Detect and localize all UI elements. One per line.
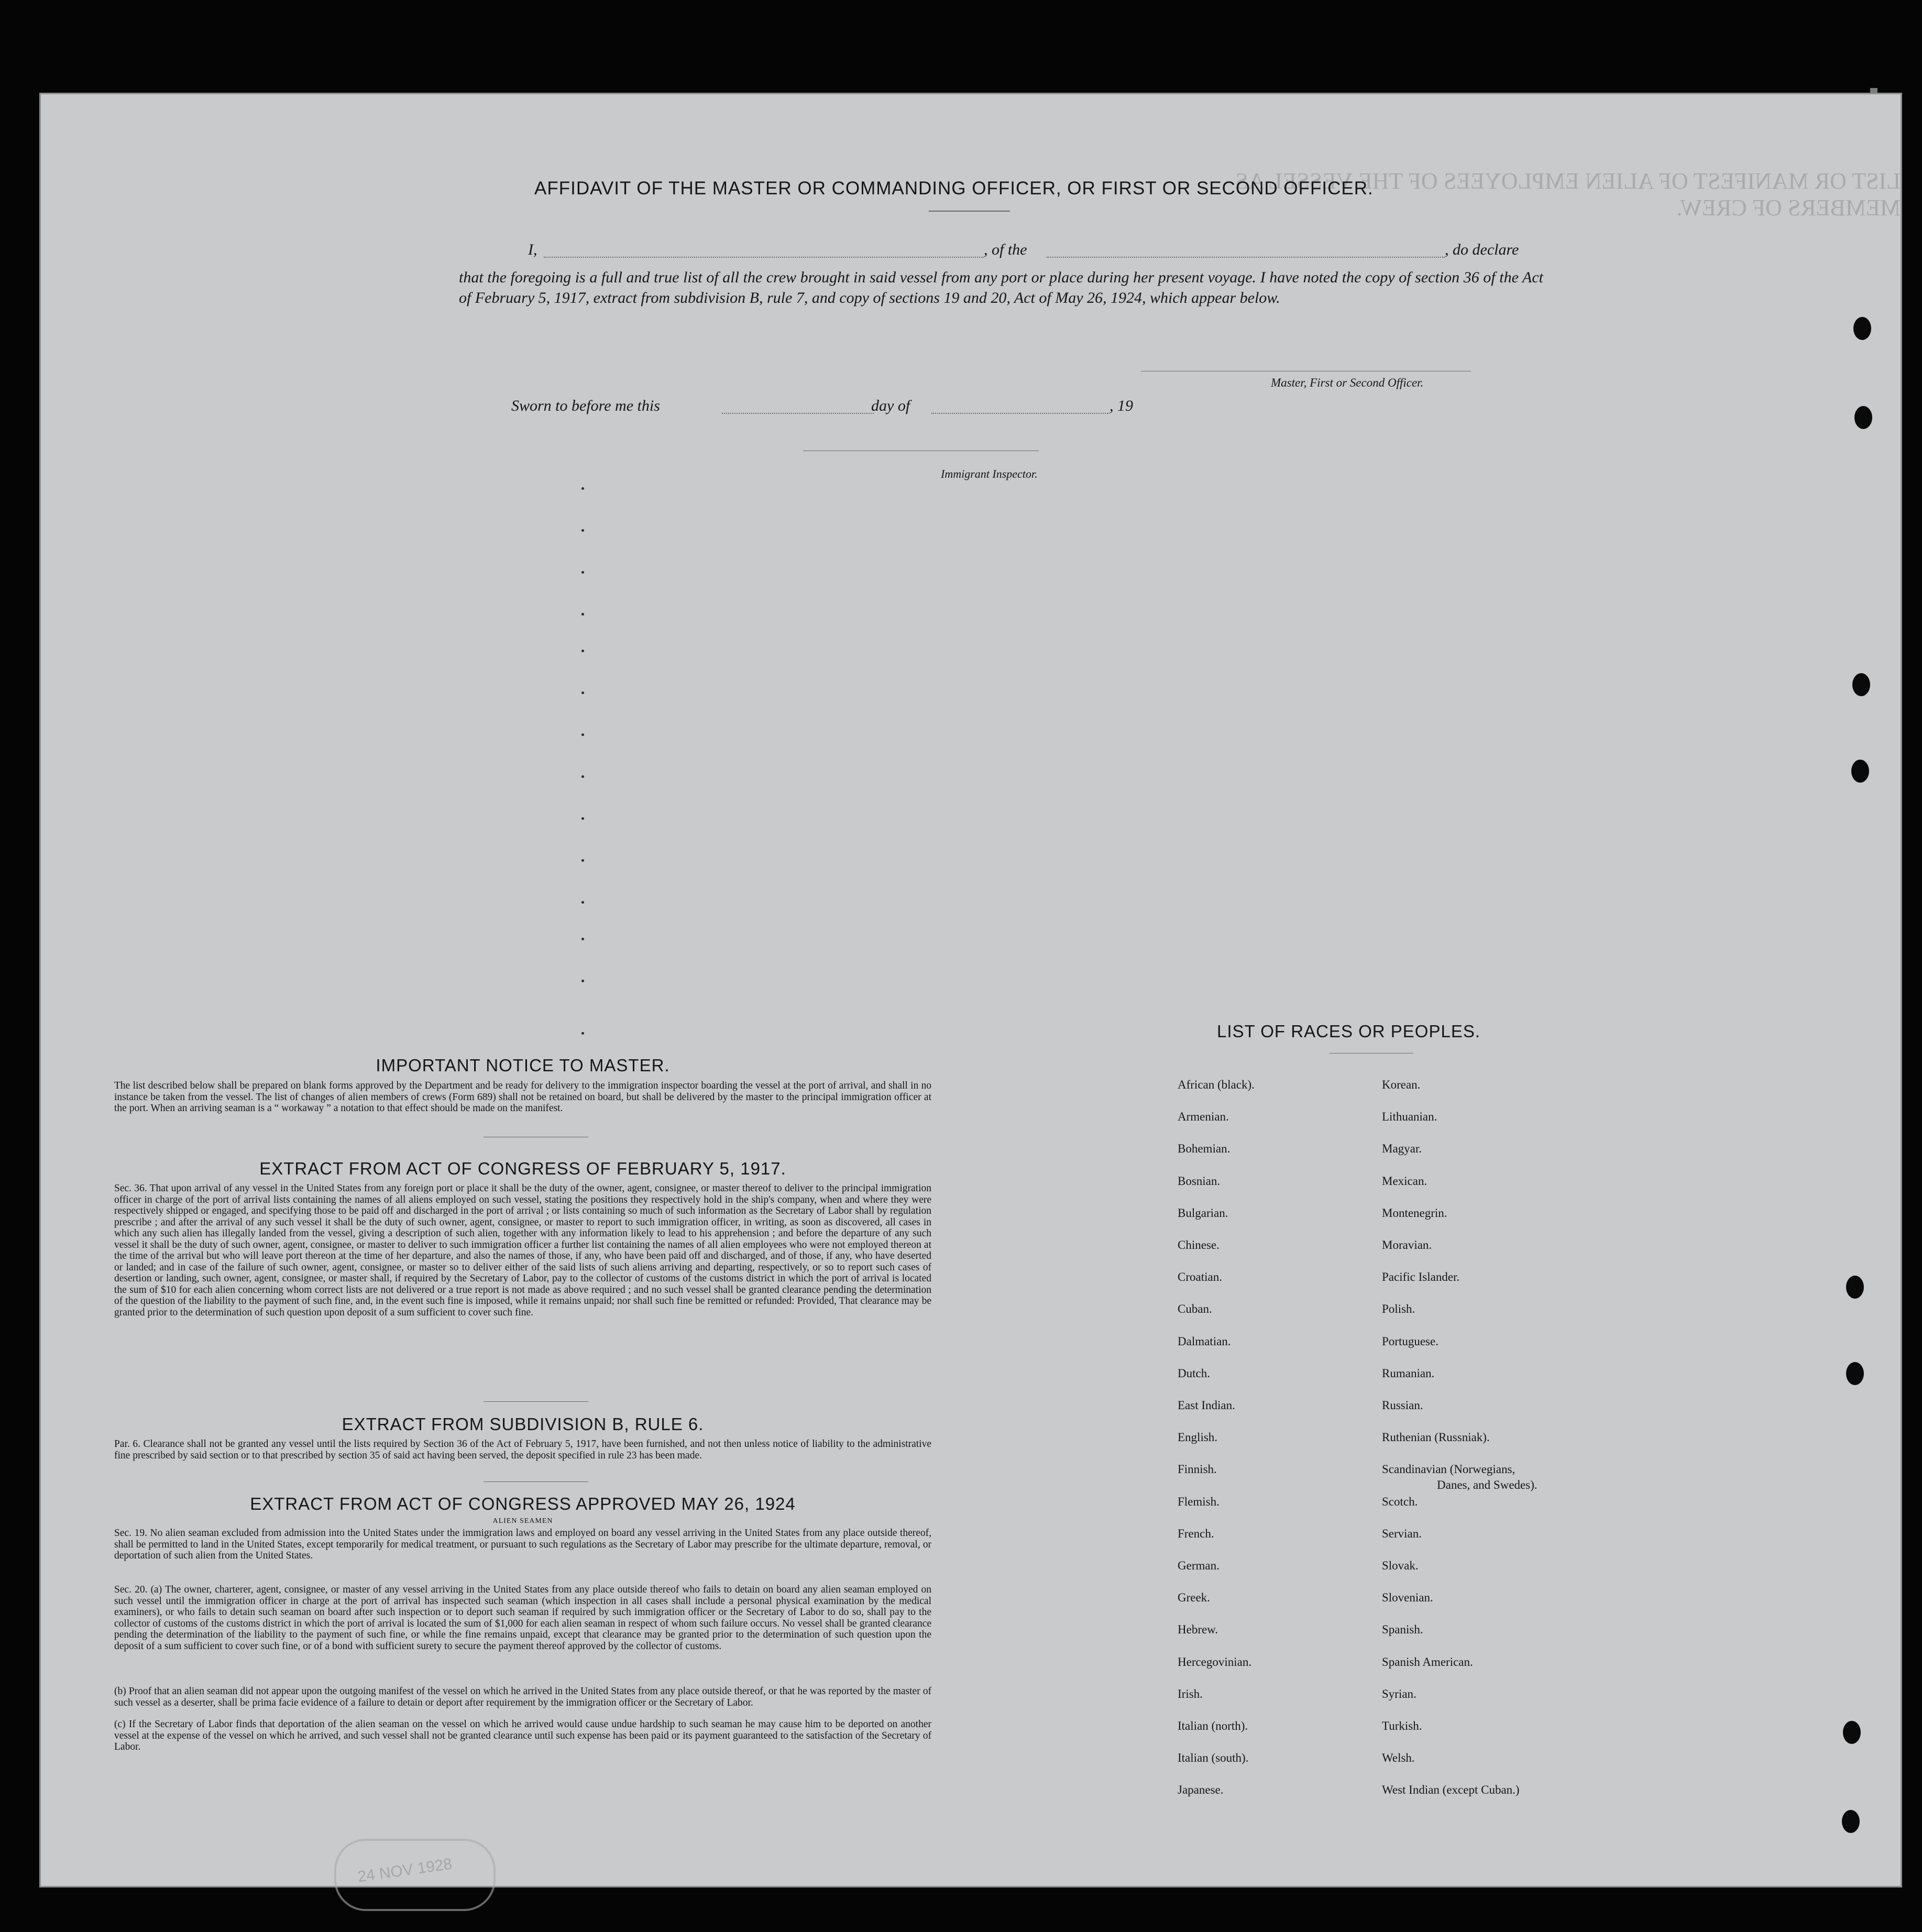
race-item: Danes, and Swedes). xyxy=(1437,1478,1537,1491)
race-item: Japanese. xyxy=(1178,1783,1224,1797)
mark xyxy=(581,650,584,652)
extract-rule6-title: EXTRACT FROM SUBDIVISION B, RULE 6. xyxy=(342,1414,704,1434)
mark xyxy=(581,529,584,532)
mark xyxy=(581,938,584,940)
affidavit-i-label: I, xyxy=(528,241,537,258)
race-item: Spanish American. xyxy=(1382,1655,1473,1668)
race-item: Russian. xyxy=(1382,1399,1423,1412)
mark xyxy=(581,980,584,982)
do-declare-label: , do declare xyxy=(1445,241,1519,258)
extract-1924-subtitle: ALIEN SEAMEN xyxy=(492,1517,553,1525)
race-item: Ruthenian (Russniak). xyxy=(1382,1431,1490,1444)
race-item: Slovenian. xyxy=(1382,1591,1433,1605)
races-title: LIST OF RACES OR PEOPLES. xyxy=(1217,1022,1481,1041)
name-field[interactable] xyxy=(544,257,984,258)
race-item: Welsh. xyxy=(1382,1751,1415,1765)
notice-title: IMPORTANT NOTICE TO MASTER. xyxy=(376,1056,670,1075)
race-item: Dalmatian. xyxy=(1178,1334,1231,1348)
race-item: Chinese. xyxy=(1178,1238,1220,1252)
race-item: Finnish. xyxy=(1178,1463,1217,1476)
stamp-text: 24 NOV 1928 xyxy=(356,1855,454,1886)
extract-1924-sec20a: Sec. 20. (a) The owner, charterer, agent, consignee, or master of any vessel arriving in the United States from any place outside thereof who fails to detain on board any alien seaman employed on such vessel until the immigration officer in charge at the port of arrival has inspected such seaman (which inspection in all cases shall include a personal physical examination by the medical examiners), or who fails to detain such seaman on board after such inspection or to deport such seaman if required by such immigration officer or the Secretary of Labor to do so, shall pay to the collector of customs of the customs district in which the port of arrival is located the sum of $1,000 for each alien seaman in respect of whom such failure occurs. No vessel shall be granted clearance pending the determination of the liability to the payment of such fine, or while the fine remains unpaid, except that clearance may be granted prior to the determination of such question upon the deposit of a sum sufficient to cover such fine, or of a bond with sufficient surety to secure the payment thereof approved by the collector of customs. xyxy=(114,1584,931,1652)
race-item: Croatian. xyxy=(1178,1270,1222,1284)
race-item: African (black). xyxy=(1178,1078,1255,1091)
declaration-text: that the foregoing is a full and true list of all the crew brought in said vessel from any port or place during her present voyage. I have noted the copy of section 36 of the Act of February 5, 1917, extract from subdivision B, rule 7, and copy of sections 19 and 20, Act of May 26, 1924, which appear below. xyxy=(459,269,1543,306)
mark xyxy=(581,1032,584,1035)
punch-hole xyxy=(1846,1276,1864,1299)
extract-1924-title: EXTRACT FROM ACT OF CONGRESS APPROVED MAY 26, 1924 xyxy=(250,1494,796,1513)
race-item: Italian (south). xyxy=(1178,1751,1249,1765)
punch-hole xyxy=(1843,1721,1861,1744)
day-of-label: day of xyxy=(871,397,910,414)
race-item: Bohemian. xyxy=(1178,1142,1231,1156)
race-item: Scotch. xyxy=(1382,1495,1418,1508)
race-item: English. xyxy=(1178,1431,1218,1444)
race-item: Hebrew. xyxy=(1178,1623,1218,1637)
race-item: Magyar. xyxy=(1382,1142,1422,1156)
race-item: Spanish. xyxy=(1382,1623,1423,1637)
sworn-month-field[interactable] xyxy=(931,413,1110,414)
master-signature-label: Master, First or Second Officer. xyxy=(1271,376,1424,389)
race-item: Italian (north). xyxy=(1178,1719,1248,1732)
sworn-day-field[interactable] xyxy=(722,413,874,414)
race-item: Servian. xyxy=(1382,1527,1422,1540)
mark xyxy=(581,487,584,490)
race-item: German. xyxy=(1178,1559,1220,1572)
race-item: Lithuanian. xyxy=(1382,1110,1437,1124)
race-item: French. xyxy=(1178,1527,1214,1540)
date-stamp xyxy=(334,1839,496,1911)
year-label: , 19 xyxy=(1110,397,1133,414)
form-sheet xyxy=(41,94,1901,1886)
race-item: Irish. xyxy=(1178,1687,1203,1700)
race-item: Flemish. xyxy=(1178,1495,1220,1508)
punch-hole xyxy=(1842,1810,1860,1833)
race-item: Polish. xyxy=(1382,1302,1415,1316)
divider xyxy=(929,211,1010,212)
extract-1924-sec19: Sec. 19. No alien seaman excluded from admission into the United States under the immigration laws and employed on board any vessel arriving in the United States from any place outside thereof, shall be permitted to land in the United States, except temporarily for medical treatment, or pursuant to such regulations as the Secretary of Labor may prescribe for the ultimate departure, removal, or deportation of such alien from the United States. xyxy=(114,1528,931,1561)
mark xyxy=(581,571,584,574)
race-item: Greek. xyxy=(1178,1591,1210,1605)
divider xyxy=(484,1401,588,1402)
race-item: Dutch. xyxy=(1178,1366,1210,1380)
race-item: Armenian. xyxy=(1178,1110,1229,1124)
race-item: East Indian. xyxy=(1178,1399,1235,1412)
extract-1917-title: EXTRACT FROM ACT OF CONGRESS OF FEBRUARY 5, 1917. xyxy=(259,1159,786,1178)
race-item: Moravian. xyxy=(1382,1238,1432,1252)
mark xyxy=(581,613,584,616)
race-item: Syrian. xyxy=(1382,1687,1416,1700)
bleed-through-heading: LIST OR MANIFEST OF ALIEN EMPLOYEES OF THE VESSEL AS MEMBERS OF CREW. xyxy=(1235,168,1901,221)
race-item: Portuguese. xyxy=(1382,1334,1438,1348)
mark xyxy=(581,817,584,820)
punch-hole xyxy=(1852,673,1870,696)
race-item: Turkish. xyxy=(1382,1719,1422,1732)
mark xyxy=(581,733,584,736)
race-item: Scandinavian (Norwegians, xyxy=(1382,1463,1515,1476)
race-item: Bosnian. xyxy=(1178,1174,1221,1188)
race-item: Rumanian. xyxy=(1382,1366,1435,1380)
race-item: Korean. xyxy=(1382,1078,1421,1091)
race-item: West Indian (except Cuban.) xyxy=(1382,1783,1520,1797)
punch-hole xyxy=(1854,406,1872,429)
sworn-label: Sworn to before me this xyxy=(511,397,660,414)
punch-hole xyxy=(1853,317,1871,340)
divider xyxy=(484,1481,588,1482)
race-item: Cuban. xyxy=(1178,1302,1212,1316)
race-item: Hercegovinian. xyxy=(1178,1655,1252,1668)
mark xyxy=(581,859,584,862)
race-item: Bulgarian. xyxy=(1178,1206,1228,1220)
extract-1924-sec20b: (b) Proof that an alien seaman did not appear upon the outgoing manifest of the vessel on which he arrived in the United States from any place outside thereof, or that he was reported by the master of such vessel as a deserter, shall be prima facie evidence of a failure to detain or deport after requirement by the immigration officer or the Secretary of Labor. xyxy=(114,1686,931,1708)
punch-hole xyxy=(1846,1362,1864,1385)
punch-hole xyxy=(1851,760,1869,783)
notice-text: The list described below shall be prepared on blank forms approved by the Department and be ready for delivery to the immigration inspector boarding the vessel at the port of arrival, and shall in no instance be taken from the vessel. The list of changes of alien members of crews (Form 689) shall not be retained on board, but shall be delivered by the master to the principal immigration officer at the port. When an arriving seaman is a “ workaway ” a notation to that effect should be made on the manifest. xyxy=(114,1080,931,1114)
vessel-field[interactable] xyxy=(1047,257,1445,258)
mark xyxy=(581,775,584,778)
of-the-label: , of the xyxy=(984,241,1027,258)
race-item: Montenegrin. xyxy=(1382,1206,1447,1220)
inspector-label: Immigrant Inspector. xyxy=(941,467,1038,480)
extract-1917-text: Sec. 36. That upon arrival of any vessel in the United States from any foreign port or place it shall be the duty of the owner, agent, consignee, or master thereof to deliver to the principal immigration officer in charge of the port of arrival lists containing the names of all aliens employed on such vessel, stating the positions they respectively hold in the ship's company, when and where they were respectively shipped or engaged, and specifying those to be paid off and discharged in the port of arrival ; or lists containing so much of such information as the Secretary of Labor shall by regulation prescribe ; and after the arrival of any such vessel it shall be the duty of such owner, agent, consignee, or master to report to such immigration officer, in writing, as soon as discovered, all cases in which any such alien has illegally landed from the vessel, giving a description of such alien, together with any information likely to lead to his apprehension ; and before the departure of any such vessel it shall be the duty of such owner, agent, consignee, or master to deliver to such immigration officer a further list containing the names of all alien employees who were not employed thereon at the time of the arrival but who will leave port thereon at the time of her departure, and also the names of those, if any, who have been paid off and discharged, and of those, if any, who have deserted or landed; and in case of the failure of such owner, agent, consignee, or master so to deliver either of the said lists of such aliens arriving and departing, respectively, or so to report such cases of desertion or landing, such owner, agent, consignee, or master shall, if required by the Secretary of Labor, pay to the collector of customs of the customs district in which the port of arrival is located the sum of $10 for each alien concerning whom correct lists are not delivered or a true report is not made as above required ; and no such vessel shall be granted clearance pending the determination of the question of the liability to the payment of such fine, and, in the event such fine is imposed, while it remains unpaid; nor shall such fine be remitted or refunded: Provided, That clearance may be granted prior to the determination of such question upon deposit of a sum sufficient to cover such fine. xyxy=(114,1183,931,1318)
extract-1924-sec20c: (c) If the Secretary of Labor finds that deportation of the alien seaman on the vessel on which he arrived would cause undue hardship to such seaman he may cause him to be deported on another vessel at the expense of the vessel on which he arrived, and such vessel shall not be granted clearance until such expense has been paid or its payment guaranteed to the satisfaction of the Secretary of Labor. xyxy=(114,1719,931,1752)
race-item: Slovak. xyxy=(1382,1559,1419,1572)
mark xyxy=(581,901,584,904)
race-item: Pacific Islander. xyxy=(1382,1270,1460,1284)
race-item: Mexican. xyxy=(1382,1174,1427,1188)
mark xyxy=(581,691,584,694)
affidavit-title: AFFIDAVIT OF THE MASTER OR COMMANDING OFFICER, OR FIRST OR SECOND OFFICER. xyxy=(534,178,1374,199)
extract-rule6-text: Par. 6. Clearance shall not be granted any vessel until the lists required by Section 36 of the Act of February 5, 1917, have been furnished, and not then unless notice of liability to the administrative fine prescribed by said section or to that prescribed by section 35 of said act having been served, the deposit specified in rule 23 has been made. xyxy=(114,1439,931,1461)
